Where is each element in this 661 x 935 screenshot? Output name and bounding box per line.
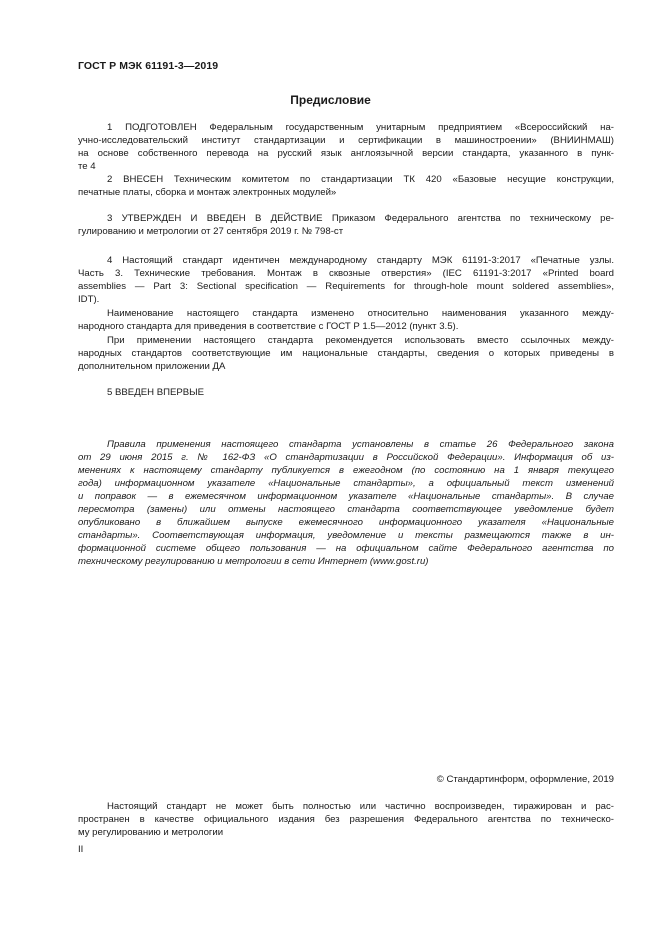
page-number: II [78,844,84,855]
text-line: техническому регулированию и метрологии в сети Интернет (www.gost.ru) [78,556,429,567]
preface-item-2 [78,173,614,199]
text-line: менениях к настоящему стандарту публикуется в ежегодном (по состоянию на 1 января текущего [78,465,614,476]
text-line: 5 ВВЕДЕН ВПЕРВЫЕ [107,387,205,398]
preface-item-4 [78,254,614,306]
text-line: assemblies — Part 3: Sectional specification — Requirements for through-hole mount soldered assemblies», [78,281,614,292]
preface-item-3 [78,212,614,238]
text-line: Часть 3. Технические требования. Монтаж в сквозные отверстия» (IEC 61191-3:2017 «Printed board [78,268,614,279]
text-line: учно-исследовательский институт стандартизации и сертификации в машиностроении» (ВНИИНМАШ) [78,135,614,146]
page-title: Предисловие [290,93,371,107]
preface-item-5 [78,386,614,399]
text-line: 4 Настоящий стандарт идентичен международному стандарту МЭК 61191-3:2017 «Печатные узлы. [107,255,614,266]
text-line: народного стандарта для приведения в соответствие с ГОСТ Р 1.5—2012 (пункт 3.5). [78,321,459,332]
preface-item-4-reference-note [78,334,614,373]
text-line: 3 УТВЕРЖДЕН И ВВЕДЕН В ДЕЙСТВИЕ Приказом Федерального агентства по техническому ре- [107,213,614,224]
text-line: пересмотра (замены) или отмены настоящего стандарта соответствующее уведомление будет [78,504,614,515]
text-line: печатные платы, сборка и монтаж электронных модулей» [78,187,337,198]
text-line: народных стандартов соответствующие им национальные стандарты, сведения о которых приведены в [78,348,614,359]
text-line: Правила применения настоящего стандарта установлены в статье 26 Федерального закона [107,439,614,450]
text-line: Настоящий стандарт не может быть полностью или частично воспроизведен, тиражирован и рас- [107,801,614,812]
text-line: года) информационном указателе «Национальные стандарты», а официальный текст изменений [78,478,614,489]
preface-item-4-rename-note [78,307,614,333]
document-code-header: ГОСТ Р МЭК 61191-3—2019 [78,60,219,72]
preface-item-1 [78,121,614,173]
text-line: на основе собственного перевода на русский язык англоязычной версии стандарта, указанного в пунк- [78,148,614,159]
text-line: опубликовано в ближайшем выпуске ежемесячного информационного указателя «Национальные [78,517,614,528]
text-line: 2 ВНЕСЕН Техническим комитетом по стандартизации ТК 420 «Базовые несущие конструкции, [107,174,614,185]
text-line: гулированию и метрологии от 27 сентября 2019 г. № 798-ст [78,226,344,237]
text-line: Наименование настоящего стандарта изменено относительно наименования указанного между- [107,308,614,319]
text-line: 1 ПОДГОТОВЛЕН Федеральным государственным унитарным предприятием «Всероссийский на- [107,122,614,133]
reproduction-restriction-notice [78,800,614,839]
text-line: му регулированию и метрологии [78,827,224,838]
text-line: IDT). [78,294,100,305]
text-line: и поправок — в ежемесячном информационном указателе «Национальные стандарты». В случае [78,491,614,502]
text-line: формационной системе общего пользования — на официальном сайте Федерального агентства по [78,543,614,554]
standard-application-notice [78,438,614,568]
text-line: стандарты». Соответствующая информация, уведомление и тексты размещаются также в ин- [78,530,614,541]
copyright-notice: © Стандартинформ, оформление, 2019 [436,774,614,785]
text-line: от 29 июня 2015 г. № 162-ФЗ «О стандартизации в Российской Федерации». Информация об из- [78,452,614,463]
text-line: пространен в качестве официального издания без разрешения Федерального агентства по техническо- [78,814,614,825]
text-line: При применении настоящего стандарта рекомендуется использовать вместо ссылочных между- [107,335,614,346]
text-line: дополнительном приложении ДА [78,361,226,372]
text-line: те 4 [78,161,96,172]
